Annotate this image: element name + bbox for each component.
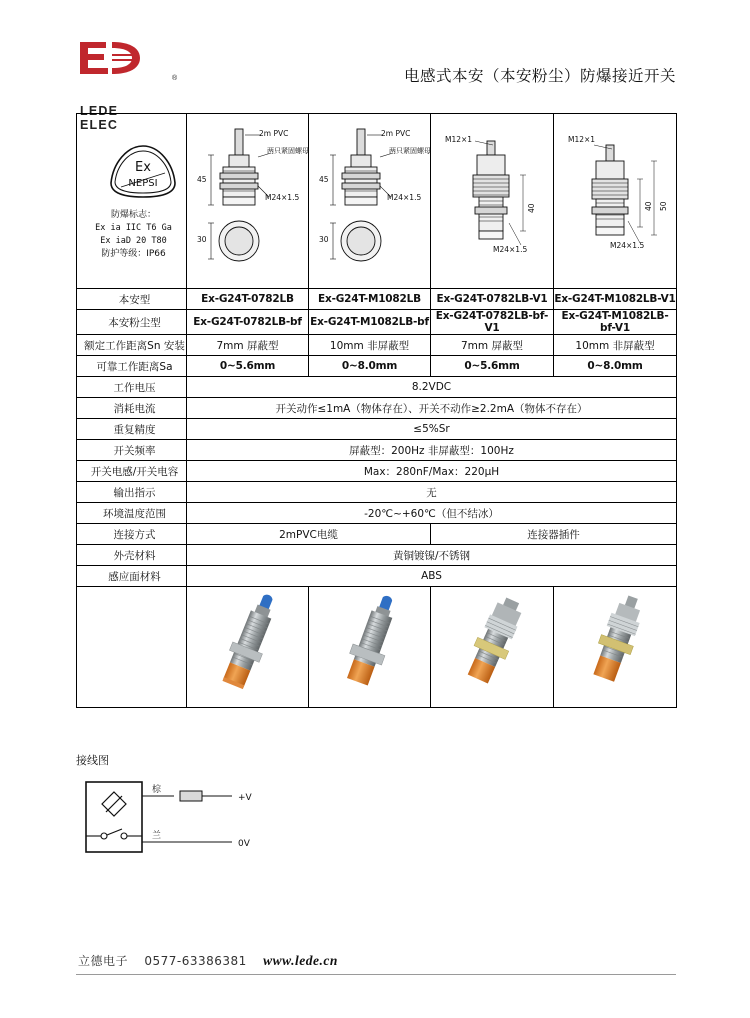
- svg-text:Ex: Ex: [135, 159, 151, 175]
- table-row-dust-model: [77, 310, 677, 335]
- row-label-dust-model: 本安粉尘型: [77, 310, 187, 335]
- diagram-1-dim-45: 45: [197, 175, 207, 184]
- diagram-4-dim-50: 50: [659, 201, 668, 211]
- cell-reliable-distance-3: 0~5.6mm: [431, 356, 554, 377]
- page-title: 电感式本安（本安粉尘）防爆接近开关: [403, 67, 676, 85]
- table-row-connection: [77, 524, 677, 545]
- svg-text:+V: +V: [238, 793, 252, 803]
- cell-dust-model-2: Ex-G24T-M1082LB-bf: [309, 310, 431, 335]
- cell-frequency-value: 屏蔽型：200Hz 非屏蔽型：100Hz: [187, 440, 677, 461]
- table-row-intrinsic-model: [77, 289, 677, 310]
- svg-text:兰: 兰: [152, 831, 162, 841]
- cell-reliable-distance-1: 0~5.6mm: [187, 356, 309, 377]
- table-row-reliable-distance: [77, 356, 677, 377]
- table-row-output-indicator: [77, 482, 677, 503]
- diagram-1-cable-label: 2m PVC: [259, 129, 289, 138]
- cell-face-material-value: ABS: [187, 566, 677, 587]
- row-label-reliable-distance: 可靠工作距离Sa: [77, 356, 187, 377]
- dimension-drawing-3: [431, 114, 554, 289]
- page-header: [0, 0, 750, 132]
- cell-rated-distance-4: 10mm 非屏蔽型: [554, 335, 677, 356]
- table-row-repeatability: [77, 419, 677, 440]
- wiring-title: 接线图: [76, 754, 109, 767]
- diagram-1-dim-30: 30: [197, 235, 207, 244]
- diagram-4-thread-label: M24×1.5: [610, 241, 645, 250]
- ex-label-line1: 防爆标志：: [110, 209, 156, 220]
- photo-cell-empty: [77, 587, 187, 708]
- wiring-diagram: [76, 752, 376, 879]
- cell-repeatability-value: ≤5%Sr: [187, 419, 677, 440]
- dimension-drawing-4: [554, 114, 677, 289]
- cell-rated-distance-3: 7mm 屏蔽型: [431, 335, 554, 356]
- table-row-housing-material: [77, 545, 677, 566]
- logo-mark-icon: [76, 38, 120, 78]
- wiring-schematic: [76, 774, 296, 874]
- cell-dust-model-4: Ex-G24T-M1082LB-bf-V1: [554, 310, 677, 335]
- diagram-3-connector-label: M12×1: [445, 135, 473, 144]
- registered-mark: ®: [172, 75, 178, 82]
- cell-housing-material-value: 黄铜镀镍/不锈钢: [187, 545, 677, 566]
- row-label-current: 消耗电流: [77, 398, 187, 419]
- footer-divider: [76, 974, 676, 975]
- diagram-2-cable-label: 2m PVC: [381, 129, 411, 138]
- cell-intrinsic-model-2: Ex-G24T-M1082LB: [309, 289, 431, 310]
- product-photo-row: [77, 587, 677, 708]
- row-label-output-indicator: 输出指示: [77, 482, 187, 503]
- row-label-inductance: 开关电感/开关电容: [77, 461, 187, 482]
- ex-label-line2: Ex ia IIC T6 Ga: [95, 223, 172, 234]
- svg-text:NEPSI: NEPSI: [128, 177, 158, 189]
- footer-phone: 0577-63386381: [144, 954, 247, 968]
- diagram-2-dim-30: 30: [319, 235, 329, 244]
- cell-current-value: 开关动作≤1mA（物体存在）、开关不动作≥2.2mA（物体不存在）: [187, 398, 677, 419]
- logo-wordmark: LEDE ELEC: [80, 104, 119, 132]
- diagram-4-dim-40: 40: [644, 201, 653, 211]
- row-label-rated-distance: 额定工作距离Sn 安装: [77, 335, 187, 356]
- table-row-inductance: [77, 461, 677, 482]
- cell-voltage-value: 8.2VDC: [187, 377, 677, 398]
- diagram-2-nut-note: 两只紧固螺母: [389, 147, 431, 155]
- table-row-voltage: [77, 377, 677, 398]
- diagram-row: [77, 114, 677, 289]
- row-label-connection: 连接方式: [77, 524, 187, 545]
- cell-intrinsic-model-4: Ex-G24T-M1082LB-V1: [554, 289, 677, 310]
- cell-connection-connector: 连接器插件: [431, 524, 677, 545]
- ex-marking-cell: [77, 114, 187, 289]
- footer-company: 立德电子: [78, 954, 129, 968]
- table-row-face-material: [77, 566, 677, 587]
- row-label-frequency: 开关频率: [77, 440, 187, 461]
- svg-text:0V: 0V: [238, 839, 250, 849]
- footer-content: [78, 952, 338, 969]
- product-photo-1: [187, 587, 309, 708]
- row-label-face-material: 感应面材料: [77, 566, 187, 587]
- table-row-frequency: [77, 440, 677, 461]
- cell-inductance-value: Max：280nF/Max：220μH: [187, 461, 677, 482]
- diagram-2-thread-label: M24×1.5: [387, 193, 422, 202]
- cell-dust-model-3: Ex-G24T-0782LB-bf-V1: [431, 310, 554, 335]
- table-row-rated-distance: [77, 335, 677, 356]
- ex-label-line4: 防护等级：IP66: [101, 248, 166, 259]
- specification-table: [76, 113, 677, 708]
- cell-dust-model-1: Ex-G24T-0782LB-bf: [187, 310, 309, 335]
- product-photo-3: [431, 587, 554, 708]
- diagram-2-dim-45: 45: [319, 175, 329, 184]
- diagram-1-thread-label: M24×1.5: [265, 193, 300, 202]
- cell-temperature-value: -20℃~+60℃（但不结冰）: [187, 503, 677, 524]
- product-photo-4: [554, 587, 677, 708]
- dimension-drawing-1: [187, 114, 309, 289]
- row-label-repeatability: 重复精度: [77, 419, 187, 440]
- diagram-3-thread-label: M24×1.5: [493, 245, 528, 254]
- row-label-voltage: 工作电压: [77, 377, 187, 398]
- cell-intrinsic-model-1: Ex-G24T-0782LB: [187, 289, 309, 310]
- ex-label-line3: Ex iaD 20 T80: [100, 236, 167, 246]
- row-label-temperature: 环境温度范围: [77, 503, 187, 524]
- table-row-temperature: [77, 503, 677, 524]
- diagram-1-nut-note: 两只紧固螺母: [267, 147, 309, 155]
- svg-text:棕: 棕: [152, 785, 162, 795]
- cell-rated-distance-1: 7mm 屏蔽型: [187, 335, 309, 356]
- cell-rated-distance-2: 10mm 非屏蔽型: [309, 335, 431, 356]
- cell-reliable-distance-4: 0~8.0mm: [554, 356, 677, 377]
- diagram-3-dim-40: 40: [527, 203, 536, 213]
- diagram-4-connector-label: M12×1: [568, 135, 596, 144]
- cell-connection-cable: 2mPVC电缆: [187, 524, 431, 545]
- cell-reliable-distance-2: 0~8.0mm: [309, 356, 431, 377]
- row-label-intrinsic-model: 本安型: [77, 289, 187, 310]
- cell-output-indicator-value: 无: [187, 482, 677, 503]
- table-row-current: [77, 398, 677, 419]
- cell-intrinsic-model-3: Ex-G24T-0782LB-V1: [431, 289, 554, 310]
- company-logo: [76, 38, 178, 132]
- nepsi-badge-icon: [107, 143, 179, 201]
- row-label-housing-material: 外壳材料: [77, 545, 187, 566]
- footer-website-link[interactable]: www.lede.cn: [263, 953, 338, 968]
- product-photo-2: [309, 587, 431, 708]
- dimension-drawing-2: [309, 114, 431, 289]
